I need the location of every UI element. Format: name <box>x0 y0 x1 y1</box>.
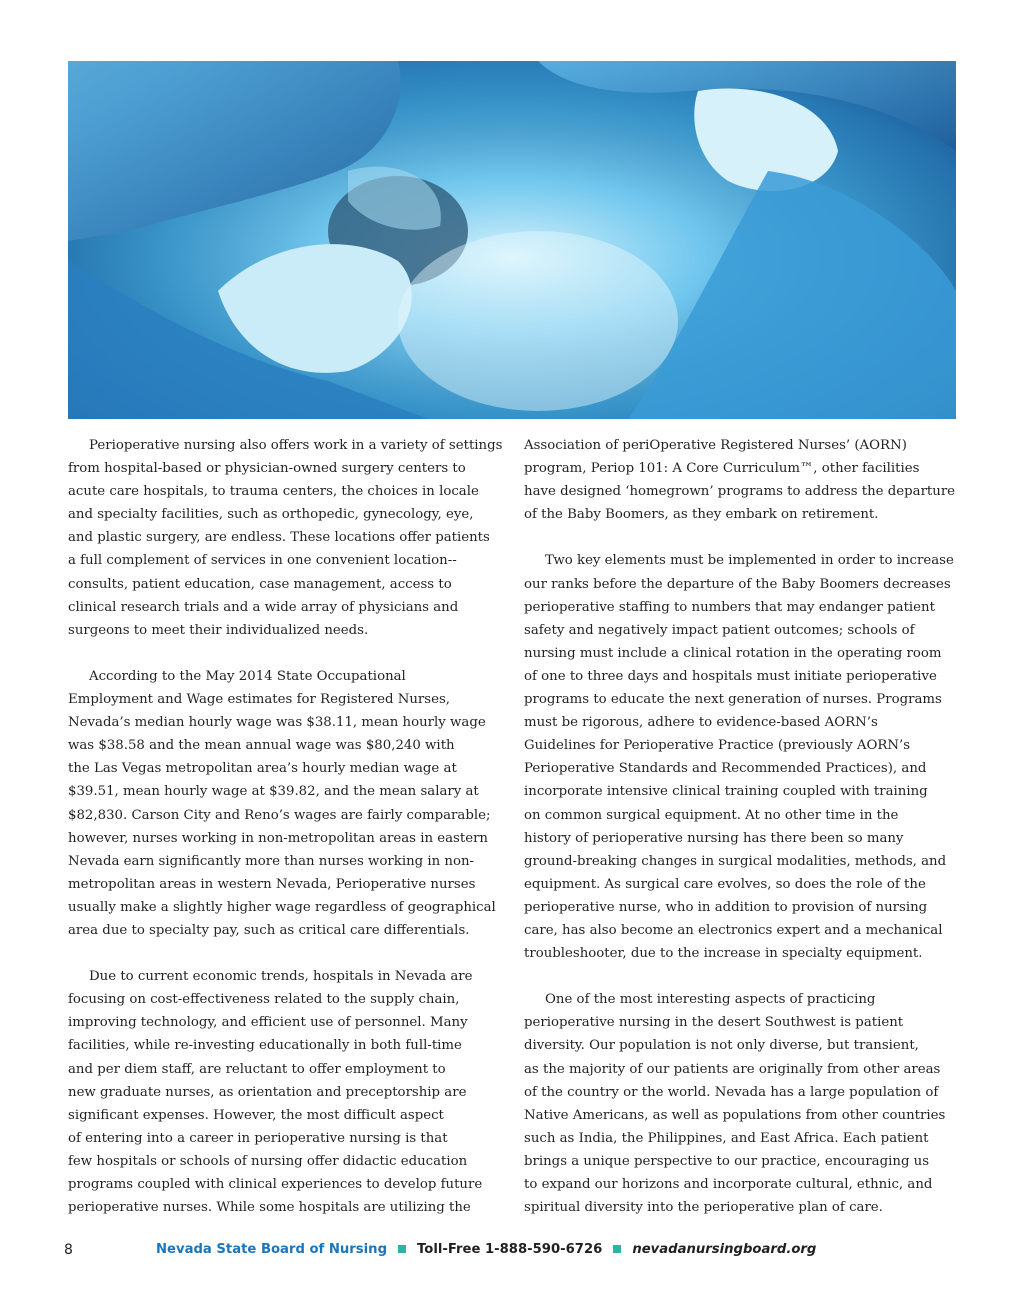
paragraph-gap <box>68 642 508 665</box>
text-line: a full complement of services in one convenient location-- <box>68 553 457 569</box>
text-line: One of the most interesting aspects of practicing <box>545 992 876 1008</box>
text-line: perioperative staffing to numbers that may endanger patient <box>524 599 935 615</box>
text-line: Guidelines for Perioperative Practice (previously AORN’s <box>524 738 911 754</box>
text-line: Employment and Wage estimates for Registered Nurses, <box>68 692 451 708</box>
text-line: diversity. Our population is not only diverse, but transient, <box>524 1038 919 1054</box>
text-line: history of perioperative nursing has there been so many <box>524 830 904 846</box>
text-line: Perioperative nursing also offers work in a variety of settings <box>89 438 503 453</box>
left-column <box>68 434 508 1219</box>
text-line: ground-breaking changes in surgical modalities, methods, and <box>524 853 947 869</box>
paragraph-gap <box>524 965 964 988</box>
text-line: Native Americans, as well as populations from other countries <box>524 1107 946 1123</box>
text-line: programs coupled with clinical experiences to develop future <box>68 1177 483 1192</box>
page-footer <box>0 1242 1024 1266</box>
text-line: acute care hospitals, to trauma centers, the choices in locale <box>68 484 479 500</box>
text-line: programs to educate the next generation of nurses. Programs <box>524 692 942 708</box>
text-line: usually make a slightly higher wage regardless of geographical <box>68 899 496 915</box>
surgeons-photo <box>68 61 956 419</box>
text-line: Nevada’s median hourly wage was $38.11, mean hourly wage <box>68 715 486 731</box>
square-bullet-icon <box>398 1245 406 1253</box>
text-line: clinical research trials and a wide array of physicians and <box>68 599 459 615</box>
phone-number: Toll-Free 1-888-590-6726 <box>417 1242 603 1257</box>
text-line: area due to specialty pay, such as critical care differentials. <box>68 922 470 938</box>
paragraph-gap <box>68 942 508 965</box>
right-column <box>524 434 964 1219</box>
photo-illustration <box>68 61 956 419</box>
text-line: significant expenses. However, the most difficult aspect <box>68 1107 444 1123</box>
website-link[interactable]: nevadanursingboard.org <box>632 1242 817 1257</box>
text-line: was $38.58 and the mean annual wage was $80,240 with <box>68 738 455 754</box>
text-line: improving technology, and efficient use of personnel. Many <box>68 1015 468 1031</box>
text-line: troubleshooter, due to the increase in specialty equipment. <box>524 946 923 962</box>
paragraph-gap <box>524 526 964 549</box>
text-line: incorporate intensive clinical training coupled with training <box>524 784 928 800</box>
text-line: Perioperative Standards and Recommended Practices), and <box>524 761 927 777</box>
text-line: and per diem staff, are reluctant to offer employment to <box>68 1061 446 1077</box>
text-line: According to the May 2014 State Occupational <box>89 668 406 684</box>
text-line: surgeons to meet their individualized needs. <box>68 622 369 638</box>
text-line: focusing on cost-effectiveness related to the supply chain, <box>68 992 460 1008</box>
text-line: new graduate nurses, as orientation and preceptorship are <box>68 1084 467 1100</box>
text-line: program, Periop 101: A Core Curriculum™, other facilities <box>524 461 920 477</box>
text-line: Due to current economic trends, hospitals in Nevada are <box>89 969 473 985</box>
text-line: $82,830. Carson City and Reno’s wages are fairly comparable; <box>68 807 491 823</box>
text-line: have designed ‘homegrown’ programs to address the departure <box>524 484 956 500</box>
text-line: equipment. As surgical care evolves, so does the role of the <box>524 876 926 892</box>
text-line: and plastic surgery, are endless. These locations offer patients <box>68 530 490 546</box>
text-line: such as India, the Philippines, and East Africa. Each patient <box>524 1130 929 1146</box>
text-line: safety and negatively impact patient outcomes; schools of <box>524 622 915 638</box>
text-line: Two key elements must be implemented in order to increase <box>545 553 954 569</box>
text-line: the Las Vegas metropolitan area’s hourly median wage at <box>68 761 457 777</box>
page-number: 8 <box>64 1242 73 1258</box>
text-line: $39.51, mean hourly wage at $39.82, and the mean salary at <box>68 784 479 800</box>
text-line: on common surgical equipment. At no other time in the <box>524 807 899 823</box>
text-line: to expand our horizons and incorporate cultural, ethnic, and <box>524 1177 933 1192</box>
text-line: brings a unique perspective to our practice, encouraging us <box>524 1153 930 1169</box>
text-line: our ranks before the departure of the Baby Boomers decreases <box>524 576 951 592</box>
footer-text <box>156 1242 816 1257</box>
text-line: Association of periOperative Registered Nurses’ (AORN) <box>524 438 907 453</box>
text-line: of entering into a career in perioperative nursing is that <box>68 1130 448 1146</box>
text-line: nursing must include a clinical rotation in the operating room <box>524 645 942 661</box>
square-bullet-icon <box>613 1245 621 1253</box>
text-line: however, nurses working in non-metropolitan areas in eastern <box>68 830 488 846</box>
text-line: Nevada earn significantly more than nurses working in non- <box>68 853 475 869</box>
text-line: from hospital-based or physician-owned surgery centers to <box>68 461 466 477</box>
text-line: as the majority of our patients are originally from other areas <box>524 1061 941 1077</box>
org-name: Nevada State Board of Nursing <box>156 1242 388 1257</box>
text-line: care, has also become an electronics expert and a mechanical <box>524 922 943 938</box>
text-line: and specialty facilities, such as orthopedic, gynecology, eye, <box>68 507 474 523</box>
text-line: facilities, while re-investing educationally in both full-time <box>68 1038 462 1054</box>
text-line: perioperative nursing in the desert Southwest is patient <box>524 1015 904 1031</box>
text-line: perioperative nurse, who in addition to provision of nursing <box>524 899 928 915</box>
text-line: few hospitals or schools of nursing offer didactic education <box>68 1153 468 1169</box>
text-line: spiritual diversity into the perioperative plan of care. <box>524 1200 883 1216</box>
text-line: of the country or the world. Nevada has a large population of <box>524 1084 939 1100</box>
text-line: metropolitan areas in western Nevada, Perioperative nurses <box>68 876 476 892</box>
text-line: of one to three days and hospitals must initiate perioperative <box>524 668 937 684</box>
text-line: consults, patient education, case management, access to <box>68 576 452 592</box>
text-line: must be rigorous, adhere to evidence-based AORN’s <box>524 715 878 731</box>
text-line: perioperative nurses. While some hospitals are utilizing the <box>68 1200 471 1216</box>
text-line: of the Baby Boomers, as they embark on retirement. <box>524 507 879 523</box>
